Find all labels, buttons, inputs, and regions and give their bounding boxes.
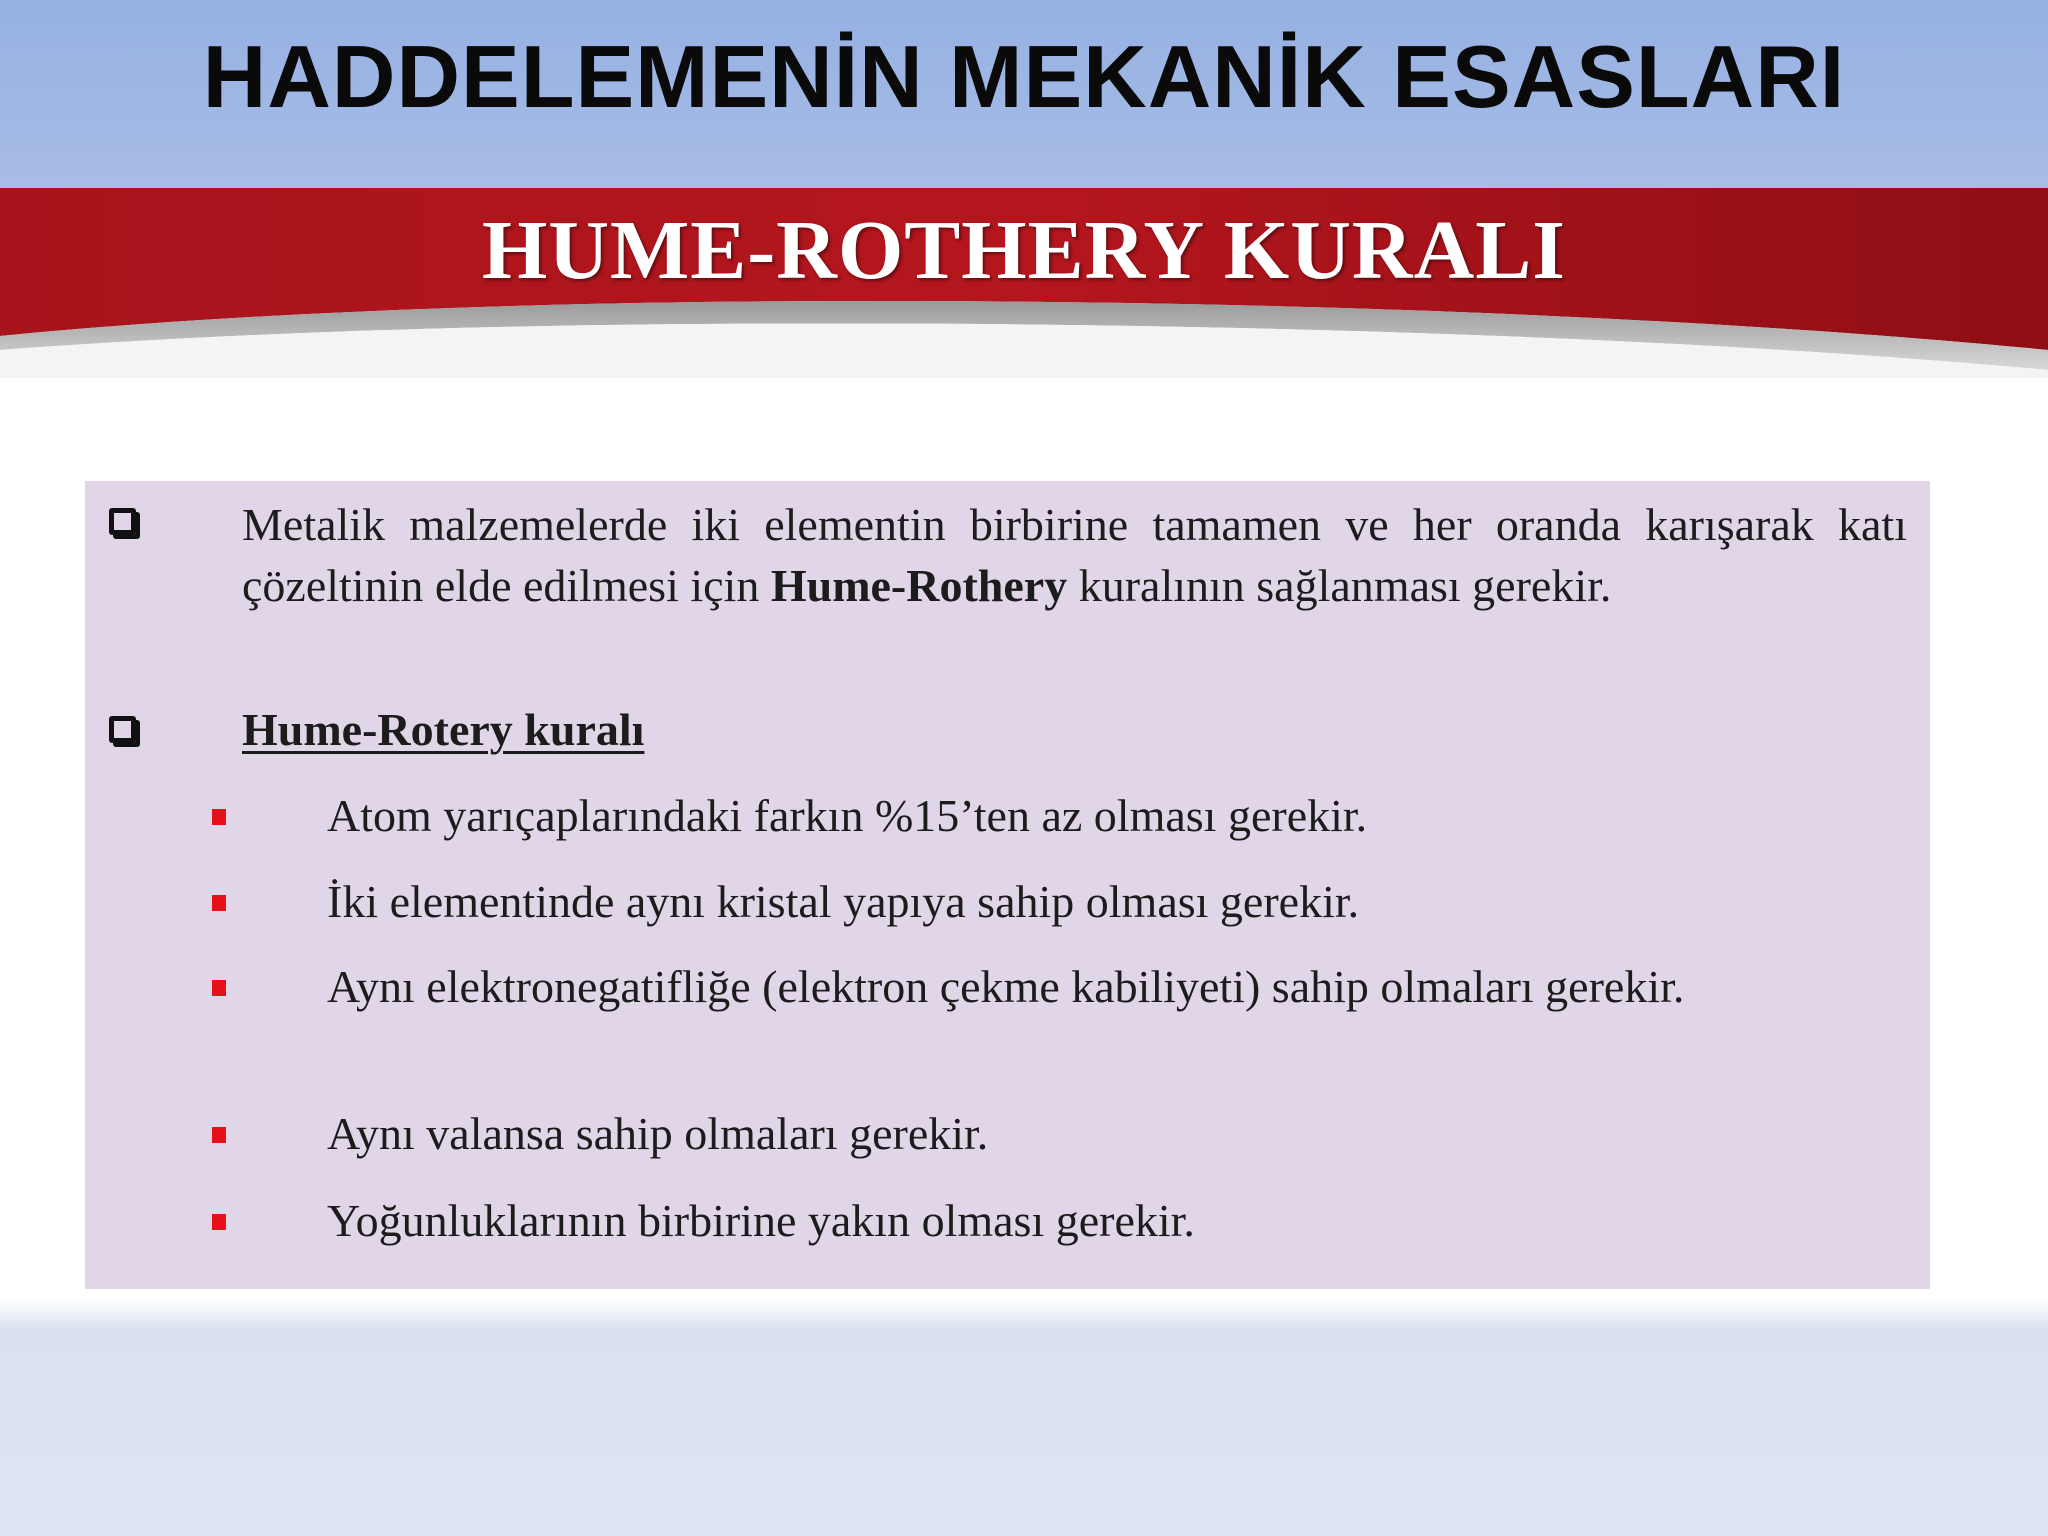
paragraph-1-text	[242, 494, 1907, 616]
red-square-bullet-icon	[212, 1127, 226, 1143]
red-square-bullet-icon	[212, 895, 226, 911]
heading-2-text: Hume-Rotery kuralı	[242, 704, 645, 755]
rule-text: Aynı elektronegatifliğe (elektron çekme kabiliyeti) sahip olmaları gerekir.	[327, 961, 1685, 1012]
red-square-bullet-icon	[212, 980, 226, 996]
checkbox-square-icon	[109, 716, 136, 743]
rule-text: İki elementinde aynı kristal yapıya sahip olması gerekir.	[327, 876, 1360, 927]
checkbox-square-icon	[109, 508, 136, 535]
paragraph-1-after: kuralının sağlanması gerekir.	[1067, 560, 1612, 611]
rule-text: Atom yarıçaplarındaki farkın %15’ten az olması gerekir.	[327, 790, 1368, 841]
banner-title: HUME-ROTHERY KURALI	[482, 204, 1566, 297]
red-square-bullet-icon	[212, 1214, 226, 1230]
red-square-bullet-icon	[212, 809, 226, 825]
slide-title: HADDELEMENİN MEKANİK ESASLARI	[202, 27, 1846, 126]
paragraph-1-before: Metalik malzemelerde iki elementin birbirine tamamen ve her oranda karışarak katı çözeltinin elde edilmesi için	[242, 499, 1907, 611]
rule-text: Yoğunluklarının birbirine yakın olması gerekir.	[327, 1195, 1195, 1246]
rule-text: Aynı valansa sahip olmaları gerekir.	[327, 1108, 989, 1159]
paragraph-1-bold: Hume-Rothery	[770, 560, 1068, 611]
content-box	[85, 481, 1930, 1289]
